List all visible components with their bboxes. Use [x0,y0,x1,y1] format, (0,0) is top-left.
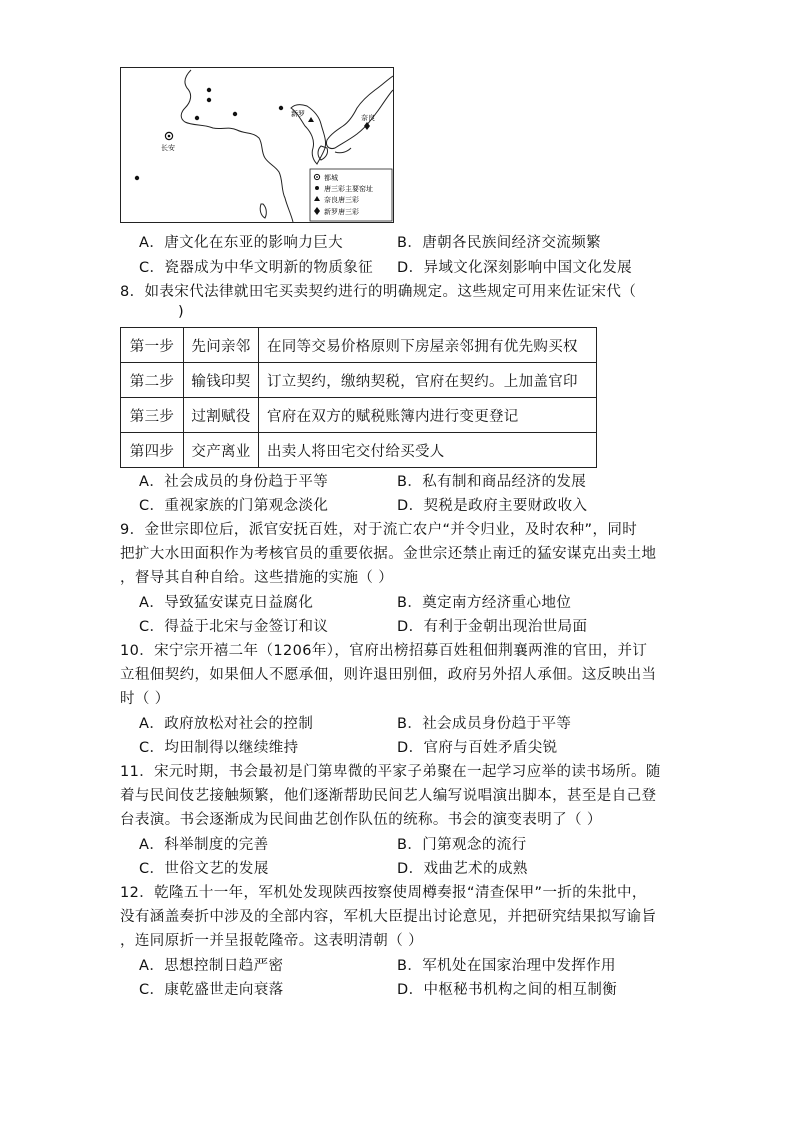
table-cell: 输钱印契 [184,363,259,398]
map-figure [120,67,394,223]
q11-stem-line2: 着与民间伎艺接触频繁，他们逐渐帮助民间艺人编写说唱演出脚本，甚至是自己登 [120,788,657,804]
nara-marker [364,122,370,130]
q9-option-a: A．导致猛安谋克日益腐化 [139,595,314,611]
kiln-site-marker [135,176,139,180]
q8-stem-line2: ) [178,304,185,320]
silla-label: 新罗 [291,110,305,118]
japan-shikoku [335,148,351,153]
nara-label: 奈良 [361,114,375,122]
q12-stem-line1: 12．乾隆五十一年，军机处发现陕西按察使周樽奏报“清查保甲”一折的朱批中， [120,885,647,901]
legend-kiln-label: 唐三彩主要窑址 [324,185,373,193]
table-cell: 在同等交易价格原则下房屋亲邻拥有优先购买权 [259,328,597,363]
kiln-site-marker [207,88,211,92]
q9-stem-line2: 把扩大水田面积作为考核官员的重要依据。金世宗还禁止南迁的猛安谋克出卖土地 [120,546,657,562]
q10-stem-line1: 10．宋宁宗开禧二年（1206年），官府出榜招募百姓租佃荆襄两淮的官田，并订 [120,643,648,659]
q8-option-b: B．私有制和商品经济的发展 [397,474,587,490]
q9-option-b: B．奠定南方经济重心地位 [397,595,572,611]
q9-stem-line3: ，督导其自种自给。这些措施的实施（ ） [120,570,394,586]
q8-stem-line1: 8．如表宋代法律就田宅买卖契约进行的明确规定。这些规定可用来佐证宋代（ [120,284,637,300]
q8-option-d: D．契税是政府主要财政收入 [397,498,588,514]
q9-stem-line1: 9．金世宗即位后，派官安抚百姓，对于流亡农户“并令归业，及时农种”，同时 [120,522,638,538]
kiln-site-marker [195,116,199,120]
q7-option-b: B．唐朝各民族间经济交流频繁 [397,235,602,251]
east-asia-map [121,68,393,222]
table-cell: 第四步 [121,433,184,468]
kiln-site-marker [233,112,237,116]
q8-option-c: C．重视家族的门第观念淡化 [139,498,329,514]
table-cell: 第一步 [121,328,184,363]
q10-stem-line2: 立租佃契约，如果佃人不愿承佃，则许退田别佃，政府另外招人承佃。这反映出当 [120,667,657,683]
table-cell: 订立契约，缴纳契税，官府在契约。上加盖官印 [259,363,597,398]
q8-law-table [120,327,597,468]
kiln-site-marker [207,98,211,102]
table-row [121,433,597,468]
q10-option-b: B．社会成员身份趋于平等 [397,716,572,732]
q10-option-a: A．政府放松对社会的控制 [139,716,314,732]
q12-option-d: D．中枢秘书机构之间的相互制衡 [397,982,618,998]
q11-stem-line3: 台表演。书会逐渐成为民间曲艺创作队伍的统称。书会的演变表明了（ ） [120,812,602,828]
q7-option-c: C．瓷器成为中华文明新的物质象征 [139,260,374,276]
q11-option-c: C．世俗文艺的发展 [139,861,269,877]
q11-stem-line1: 11．宋元时期，书会最初是门第卑微的平家子弟聚在一起学习应举的读书场所。随 [120,764,661,780]
mainland-coastline [181,70,293,222]
table-cell: 过割赋役 [184,398,259,433]
q12-option-b: B．军机处在国家治理中发挥作用 [397,958,616,974]
q11-option-a: A．科举制度的完善 [139,837,269,853]
changan-capital-dot [168,135,171,138]
q7-option-d: D．异域文化深刻影响中国文化发展 [397,260,633,276]
table-cell: 交产离业 [184,433,259,468]
legend-silla-label: 新罗唐三彩 [324,208,359,216]
japan-honshu [326,76,393,149]
q10-option-d: D．官府与百姓矛盾尖锐 [397,740,558,756]
table-row [121,363,597,398]
legend-nara-label: 奈良唐三彩 [324,196,359,204]
q12-option-c: C．康乾盛世走向衰落 [139,982,284,998]
q9-option-c: C．得益于北宋与金签订和议 [139,619,329,635]
q7-option-a: A．唐文化在东亚的影响力巨大 [139,235,344,251]
table-cell: 第三步 [121,398,184,433]
legend-kiln-symbol [315,186,319,190]
legend-capital-label: 都城 [324,174,338,182]
q12-stem-line2: 没有涵盖奏折中涉及的全部内容，军机大臣提出讨论意见，并把研究结果拟写谕旨 [120,909,657,925]
kiln-site-marker [279,106,283,110]
q12-stem-line3: ，连同原折一并呈报乾隆帝。这表明清朝（ ） [120,933,424,949]
q11-option-d: D．戏曲艺术的成熟 [397,861,528,877]
table-cell: 官府在双方的赋税账簿内进行变更登记 [259,398,597,433]
table-row [121,328,597,363]
silla-marker [308,117,314,122]
q10-option-c: C．均田制得以继续维持 [139,740,299,756]
q9-option-d: D．有利于金朝出现治世局面 [397,619,588,635]
legend-capital-dot [316,176,318,178]
table-cell: 第二步 [121,363,184,398]
table-row [121,398,597,433]
q11-option-b: B．门第观念的流行 [397,837,527,853]
table-cell: 先问亲邻 [184,328,259,363]
q12-option-a: A．思想控制日趋严密 [139,958,284,974]
taiwan-island [260,204,266,218]
q8-option-a: A．社会成员的身份趋于平等 [139,474,329,490]
q10-stem-line3: 时（ ） [120,691,170,707]
changan-label: 长安 [161,144,175,152]
table-cell: 出卖人将田宅交付给买受人 [259,433,597,468]
